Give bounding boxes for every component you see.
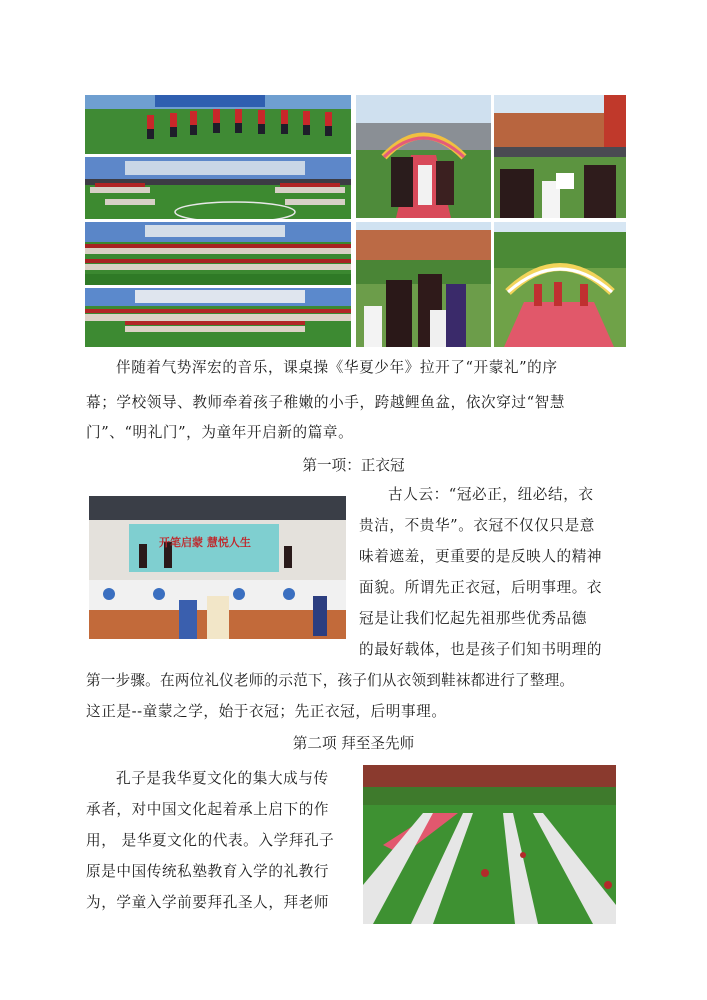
photo-field-desks-aerial [363,765,616,924]
section1-line-5: 冠是让我们忆起先祖那些优秀品德 [359,610,587,627]
photo-gate-ceremony-2 [494,95,626,218]
intro-line-2: 幕；学校领导、教师牵着孩子稚嫩的小手，跨越鲤鱼盆，依次穿过“智慧 [86,394,566,411]
section1-line-2: 贵洁，不贵华”。衣冠不仅仅只是意 [359,517,595,534]
photo-desk-rows-3 [85,288,351,347]
section1-line-7: 第一步骤。在两位礼仪老师的示范下，孩子们从衣领到鞋袜都进行了整理。 [86,672,575,689]
section1-line-1: 古人云：“冠必正，纽必结，衣 [388,486,594,503]
section2-line-3: 用， 是华夏文化的代表。入学拜孔子 [86,832,335,849]
photo-gate-ceremony-1 [356,95,491,218]
photo-ceremony-arch [494,222,626,347]
section2-line-2: 承者，对中国文化起着承上启下的作 [86,801,330,818]
section1-line-4: 面貌。所谓先正衣冠，后明事理。衣 [359,579,603,596]
photo-teachers-children [356,222,491,347]
photo-desk-rows-1 [85,157,351,219]
section2-line-5: 为，学童入学前要拜孔圣人，拜老师 [86,894,330,911]
section2-line-1: 孔子是我华夏文化的集大成与传 [116,770,329,787]
section1-heading: 第一项：正衣冠 [302,457,405,474]
intro-line-1: 伴随着气势浑宏的音乐，课桌操《华夏少年》拉开了“开蒙礼”的序 [116,359,558,376]
section2-line-4: 原是中国传统私塾教育入学的礼教行 [86,863,330,880]
section1-line-3: 味着遮羞，更重要的是反映人的精神 [359,548,603,565]
section1-line-8: 这正是--童蒙之学，始于衣冠；先正衣冠，后明事理。 [86,703,447,720]
section1-line-6: 的最好载体，也是孩子们知书明理的 [359,641,603,658]
section2-heading: 第二项 拜至圣先师 [292,735,415,752]
photo-students-performing [85,95,351,154]
banner-text: 开笔启蒙 慧悦人生 [159,536,251,549]
photo-desk-rows-2 [85,222,351,285]
intro-line-3: 门”、“明礼门”，为童年开启新的篇章。 [86,424,354,441]
photo-stage-dress-ceremony [89,496,346,639]
